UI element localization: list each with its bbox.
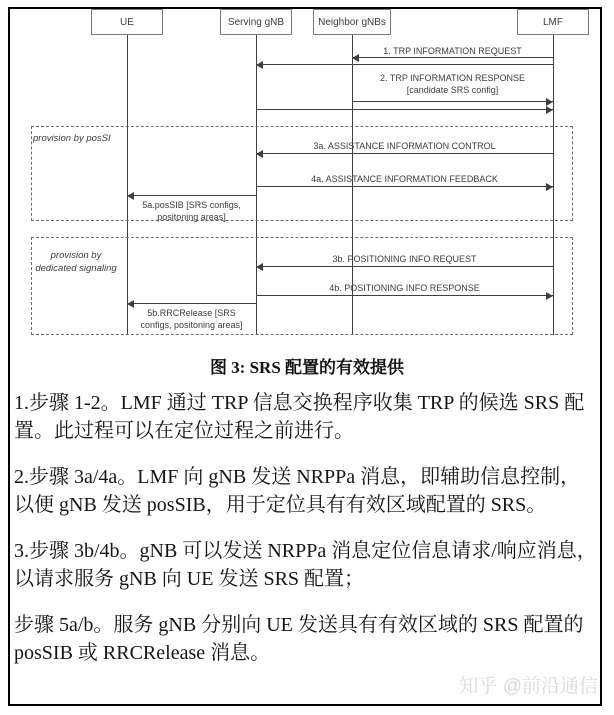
message-line-2-trp-information-response-serving bbox=[256, 109, 553, 110]
message-line-4a-assistance-information-feedback bbox=[256, 186, 553, 187]
message-line-1-trp-information-request-serving bbox=[256, 64, 553, 65]
message-line-3a-assistance-information-control bbox=[256, 153, 553, 154]
message-line-1-trp-information-request bbox=[352, 57, 553, 58]
message-line-5b-rrcrelease bbox=[127, 303, 256, 304]
arrowhead-2-trp-information-response bbox=[546, 98, 553, 106]
actor-neighbor-gnbs: Neighbor gNBs bbox=[313, 9, 391, 35]
message-label-4b-positioning-info-response bbox=[256, 282, 553, 294]
message-label-line: [candidate SRS config] bbox=[406, 85, 499, 95]
arrowhead-1-trp-information-request-serving bbox=[256, 61, 263, 69]
message-label-line: positoning areas] bbox=[157, 212, 226, 222]
message-line-2-trp-information-response bbox=[352, 101, 553, 102]
message-label-5b-rrcrelease bbox=[127, 307, 256, 331]
paragraph-step-3a-4a: 2.步骤 3a/4a。LMF 向 gNB 发送 NRPPa 消息，即辅助信息控制，以便 gNB 发送 posSIB，用于定位具有有效区域配置的 SRS。 bbox=[14, 466, 581, 516]
message-label-line: 4b. POSITIONING INFO RESPONSE bbox=[329, 283, 480, 293]
message-label-line: 3a. ASSISTANCE INFORMATION CONTROL bbox=[313, 141, 496, 151]
actor-ue: UE bbox=[91, 9, 163, 35]
message-label-4a-assistance-information-feedback bbox=[256, 173, 553, 185]
paragraph-step-3b-4b: 3.步骤 3b/4b。gNB 可以发送 NRPPa 消息定位信息请求/响应消息，以请求服务 gNB 向 UE 发送 SRS 配置； bbox=[14, 540, 597, 590]
message-label-5a-possib bbox=[127, 199, 256, 223]
message-label-line: 1. TRP INFORMATION REQUEST bbox=[383, 46, 522, 56]
paragraph-step-5ab: 步骤 5a/b。服务 gNB 分别向 UE 发送具有有效区域的 SRS 配置的 posSIB 或 RRCRelease 消息。 bbox=[14, 614, 584, 664]
group-label-0 bbox=[33, 132, 163, 145]
message-label-3a-assistance-information-control bbox=[256, 140, 553, 152]
message-line-5a-possib bbox=[127, 195, 256, 196]
group-label-line: provision by bbox=[50, 250, 102, 261]
message-label-line: 4a. ASSISTANCE INFORMATION FEEDBACK bbox=[311, 174, 498, 184]
zhihu-watermark: 知乎 @前沿通信 bbox=[459, 676, 598, 697]
message-label-3b-positioning-info-request bbox=[256, 253, 553, 265]
figure-caption: 图 3: SRS 配置的有效提供 bbox=[209, 358, 405, 377]
message-line-3b-positioning-info-request bbox=[256, 266, 553, 267]
message-label-line: 5b.RRCRelease [SRS bbox=[147, 308, 236, 318]
paragraph-step-1-2: 1.步骤 1-2。LMF 通过 TRP 信息交换程序收集 TRP 的候选 SRS 配置。此过程可以在定位过程之前进行。 bbox=[14, 392, 585, 442]
actor-serving-gnb: Serving gNB bbox=[220, 9, 292, 35]
group-label-line: provision by posSI bbox=[33, 133, 111, 144]
message-label-line: configs, positoning areas] bbox=[140, 320, 243, 330]
group-label-1 bbox=[26, 249, 126, 275]
message-label-line: 5a.posSIB [SRS configs, bbox=[142, 200, 241, 210]
message-label-2-trp-information-response bbox=[352, 72, 553, 96]
actor-lmf: LMF bbox=[517, 9, 589, 35]
message-label-line: 2. TRP INFORMATION RESPONSE bbox=[379, 73, 526, 83]
message-label-line: 3b. POSITIONING INFO REQUEST bbox=[332, 254, 477, 264]
message-line-4b-positioning-info-response bbox=[256, 295, 553, 296]
message-label-1-trp-information-request bbox=[352, 45, 553, 57]
arrowhead-2-trp-information-response-serving bbox=[546, 106, 553, 114]
group-label-line: dedicated signaling bbox=[35, 263, 117, 274]
figure-description bbox=[14, 389, 598, 685]
